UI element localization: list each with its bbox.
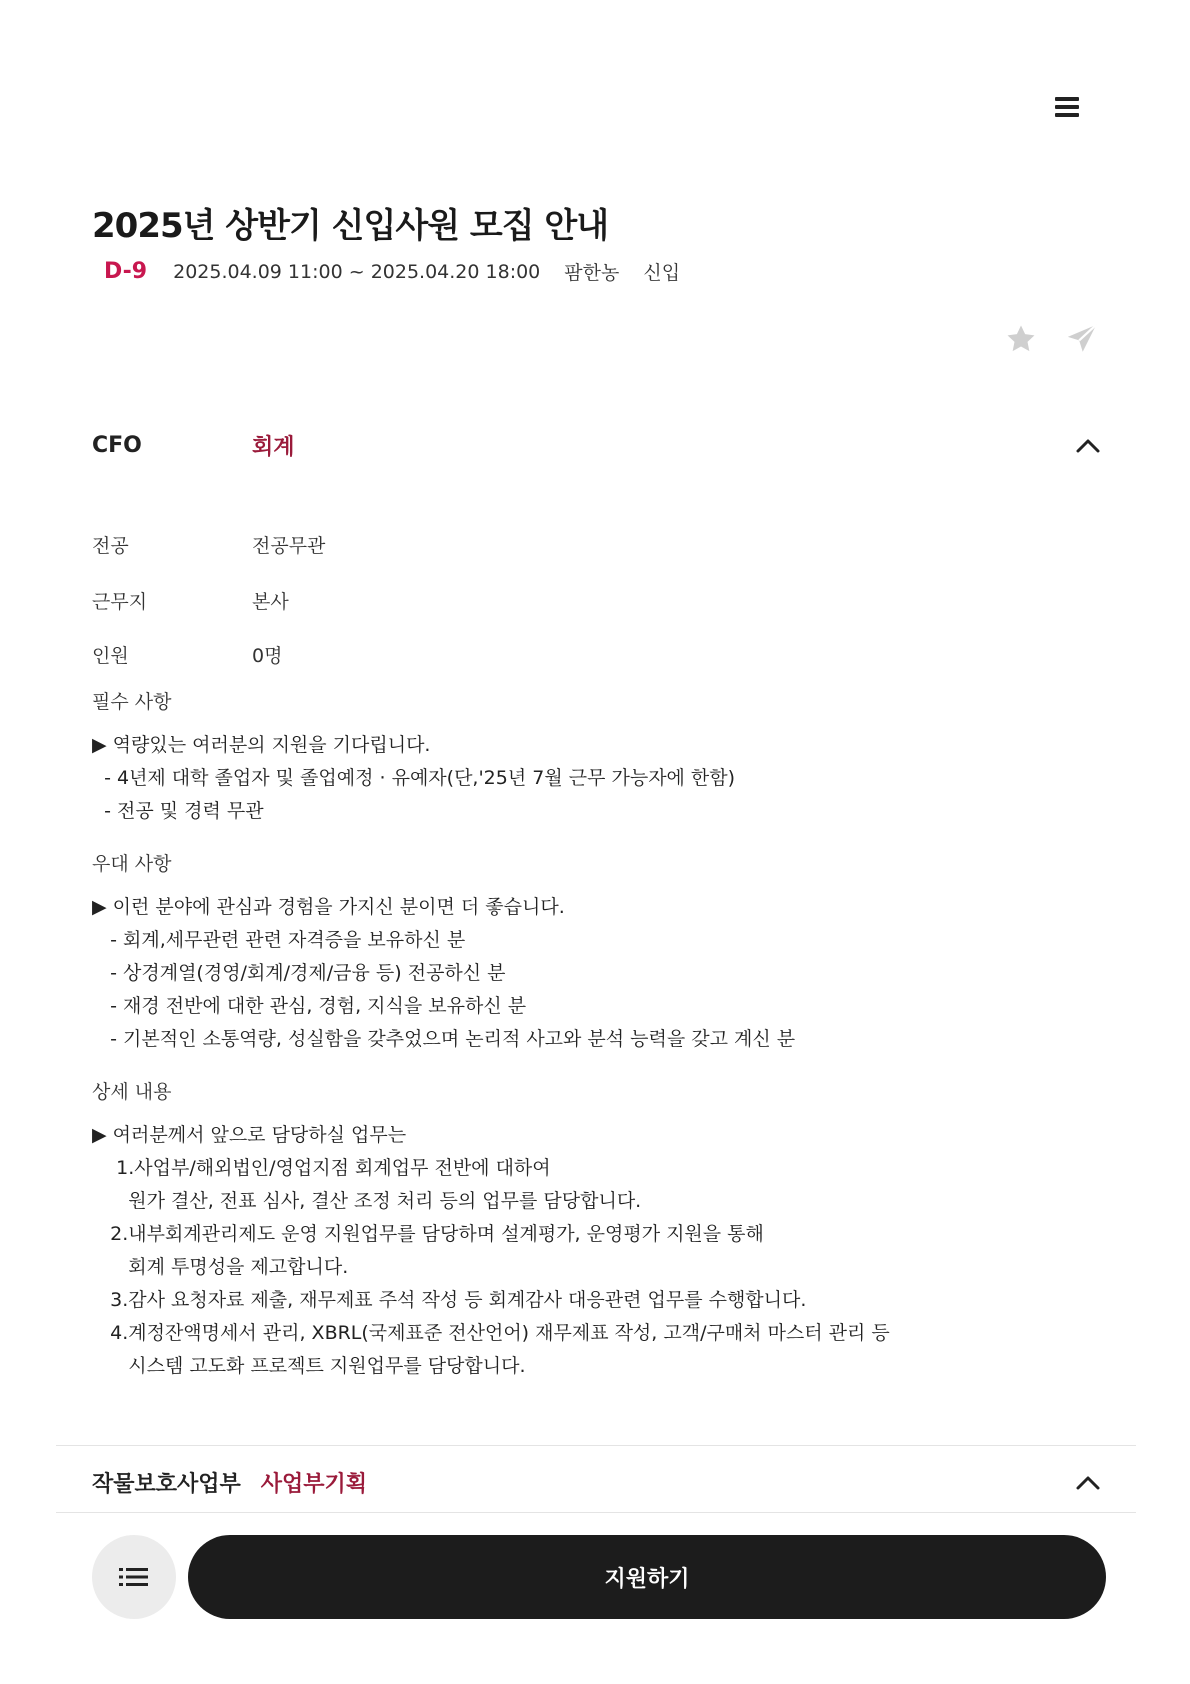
menu-button[interactable] — [1052, 92, 1082, 122]
posting-period: 2025.04.09 11:00 ~ 2025.04.20 18:00 — [173, 260, 541, 283]
apply-button[interactable]: 지원하기 — [188, 1535, 1106, 1619]
list-icon — [119, 1566, 149, 1588]
chevron-up-icon[interactable] — [1074, 1472, 1102, 1492]
job-role: 회계 — [252, 434, 295, 460]
job-section-header[interactable] — [92, 1466, 1102, 1498]
section-heading: 우대 사항 — [92, 853, 172, 875]
page-title: 2025년 상반기 신입사원 모집 안내 — [92, 206, 609, 246]
section-heading: 필수 사항 — [92, 691, 172, 713]
star-icon — [1004, 322, 1038, 356]
job-department: CFO — [92, 432, 142, 458]
job-role: 사업부기획 — [260, 1471, 368, 1497]
posting-meta — [92, 258, 680, 285]
divider — [56, 1512, 1136, 1513]
section-heading: 상세 내용 — [92, 1081, 172, 1103]
preferred-section: 우대 사항 ▶ 이런 분야에 관심과 경험을 가지신 분이면 더 좋습니다. - 회계,세무관련 관련 자격증을 보유하신 분 - 상경계열(경영/회계/경제/금융 등) 전공하신 분 - 재경 전반에 대한 관심, 경험, 지식을 보유하신 분 - 기본적인 소통역량, 성실함을 갖추었으며 논리적 사고와 분석 능력을 갖고 계신 분 — [92, 848, 795, 1056]
info-row-major: 전공 전공무관 — [92, 535, 326, 557]
job-section-header[interactable] — [92, 430, 1102, 460]
info-row-headcount: 인원 0명 — [92, 645, 283, 667]
chevron-up-icon[interactable] — [1074, 435, 1102, 455]
favorite-button[interactable] — [1004, 322, 1038, 356]
hiring-type: 신입 — [643, 262, 681, 284]
send-icon — [1064, 322, 1100, 356]
list-button[interactable] — [92, 1535, 176, 1619]
details-section: 상세 내용 ▶ 여러분께서 앞으로 담당하실 업무는 1.사업부/해외법인/영업지점 회계업무 전반에 대하여 원가 결산, 전표 심사, 결산 조정 처리 등의 업무를 담당합니다. 2.내부회계관리제도 운영 지원업무를 담당하며 설계평가, 운영평가 지원을 통해 회계 투명성을 제고합니다. 3.감사 요청자료 제출, 재무제표 주석 작성 등 회계감사 대응관련 업무를 수행합니다. 4.계정잔액명세서 관리, XBRL(국제표준 전산언어) 재무제표 작성, 고객/구매처 마스터 관리 등 시스템 고도화 프로젝트 지원업무를 담당합니다. — [92, 1076, 890, 1383]
required-section: 필수 사항 ▶ 역량있는 여러분의 지원을 기다립니다. - 4년제 대학 졸업자 및 졸업예정 · 유예자(단,'25년 7월 근무 가능자에 한함) - 전공 및 경력 무관 — [92, 686, 735, 828]
company-name: 팜한농 — [564, 262, 620, 284]
job-department: 작물보호사업부 — [92, 1471, 241, 1497]
info-row-location: 근무지 본사 — [92, 591, 289, 613]
dday-badge: D-9 — [104, 259, 148, 284]
share-button[interactable] — [1064, 322, 1100, 356]
divider — [56, 1445, 1136, 1446]
menu-icon — [1055, 97, 1079, 101]
